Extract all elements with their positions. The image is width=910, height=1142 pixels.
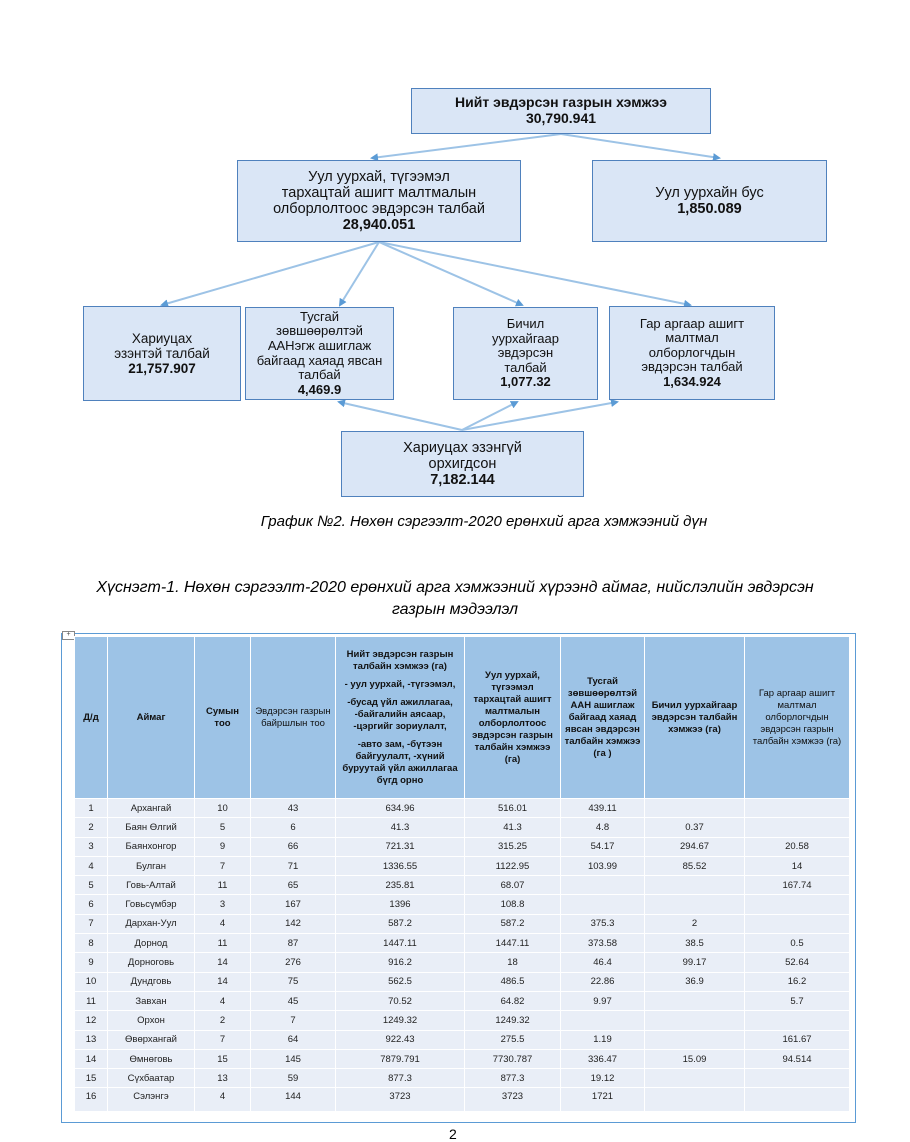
table-row (75, 1069, 850, 1088)
cell-no: 12 (75, 1011, 108, 1030)
cell-total-area: 562.5 (336, 972, 465, 991)
table-row (75, 991, 850, 1010)
cell-no: 4 (75, 856, 108, 875)
cell-location-count: 276 (251, 953, 336, 972)
box-label: зөвшөөрөлтэй (276, 323, 363, 339)
cell-soum-count: 7 (195, 1030, 251, 1049)
cell-special-area (561, 876, 645, 895)
cell-artisanal-area: 5.7 (745, 991, 850, 1010)
table-move-handle-icon[interactable]: + (62, 631, 75, 640)
cell-mining-area: 1447.11 (465, 934, 561, 953)
box-special-license-abandoned (245, 307, 394, 400)
cell-mining-area: 3723 (465, 1088, 561, 1112)
table-row (75, 914, 850, 933)
cell-artisanal-area (745, 914, 850, 933)
cell-no: 14 (75, 1049, 108, 1068)
cell-artisanal-area (745, 799, 850, 818)
cell-small-mining-area (645, 1011, 745, 1030)
cell-special-area: 1721 (561, 1088, 645, 1112)
cell-small-mining-area (645, 1030, 745, 1049)
cell-soum-count: 11 (195, 876, 251, 895)
cell-total-area: 587.2 (336, 914, 465, 933)
cell-location-count: 144 (251, 1088, 336, 1112)
header-total-part: -авто зам, -бүтээн байгуулалт, -хүний буруутай үйл ажиллагаа бүгд орно (342, 738, 458, 786)
cell-artisanal-area (745, 1088, 850, 1112)
box-mining-damaged-land (237, 160, 521, 242)
box-label: Бичил (506, 316, 545, 332)
cell-small-mining-area: 85.52 (645, 856, 745, 875)
cell-location-count: 6 (251, 818, 336, 837)
box-artisanal-mining (609, 306, 775, 400)
table-row (75, 953, 850, 972)
cell-small-mining-area (645, 1069, 745, 1088)
table-row (75, 1011, 850, 1030)
cell-soum-count: 5 (195, 818, 251, 837)
cell-special-area: 103.99 (561, 856, 645, 875)
header-artisanal-area: Гар аргаар ашигт малтмал олборлогчдын эвдэрсэн газрын талбайн хэмжээ (га) (745, 637, 850, 799)
cell-small-mining-area (645, 876, 745, 895)
page-number: 2 (449, 1126, 457, 1142)
cell-soum-count: 4 (195, 1088, 251, 1112)
box-orphaned-no-owner (341, 431, 584, 497)
cell-artisanal-area (745, 818, 850, 837)
cell-artisanal-area (745, 895, 850, 914)
box-label: талбай (298, 367, 341, 383)
cell-location-count: 142 (251, 914, 336, 933)
cell-mining-area: 1249.32 (465, 1011, 561, 1030)
cell-soum-count: 13 (195, 1069, 251, 1088)
box-label: уурхайгаар (492, 330, 559, 346)
cell-special-area: 373.58 (561, 934, 645, 953)
cell-special-area: 375.3 (561, 914, 645, 933)
cell-total-area: 7879.791 (336, 1049, 465, 1068)
table-row (75, 799, 850, 818)
cell-total-area: 1396 (336, 895, 465, 914)
box-label: Тусгай (299, 308, 339, 324)
table-row (75, 934, 850, 953)
cell-special-area: 439.11 (561, 799, 645, 818)
cell-aimag: Дархан-Уул (108, 914, 195, 933)
cell-location-count: 64 (251, 1030, 336, 1049)
cell-small-mining-area (645, 895, 745, 914)
header-mining-area: Уул уурхай, түгээмэл тархацтай ашигт малтмалын олборлолтоос эвдэрсэн газрын талбайн хэмжээ (га) (465, 637, 561, 799)
diagram-arrows (0, 0, 910, 500)
table-row (75, 1088, 850, 1112)
graph-caption: График №2. Нөхөн сэргээлт-2020 ерөнхий арга хэмжээний дүн (260, 513, 708, 530)
box-label: орхигдсон (428, 455, 497, 472)
cell-total-area: 916.2 (336, 953, 465, 972)
flow-diagram (0, 0, 910, 500)
cell-total-area: 721.31 (336, 837, 465, 856)
cell-soum-count: 2 (195, 1011, 251, 1030)
cell-aimag: Дорноговь (108, 953, 195, 972)
box-label: олборлолтоос эвдэрсэн талбай (273, 201, 485, 217)
box-label: ААНэгж ашиглаж (267, 337, 372, 353)
cell-artisanal-area (745, 1011, 850, 1030)
cell-aimag: Өвөрхангай (108, 1030, 195, 1049)
cell-mining-area: 1122.95 (465, 856, 561, 875)
cell-small-mining-area: 99.17 (645, 953, 745, 972)
cell-no: 8 (75, 934, 108, 953)
cell-aimag: Өмнөговь (108, 1049, 195, 1068)
cell-location-count: 45 (251, 991, 336, 1010)
cell-mining-area: 516.01 (465, 799, 561, 818)
cell-aimag: Говь-Алтай (108, 876, 195, 895)
box-value: 7,182.144 (430, 472, 495, 489)
cell-no: 1 (75, 799, 108, 818)
cell-location-count: 59 (251, 1069, 336, 1088)
table-row (75, 1030, 850, 1049)
box-label: малтмал (665, 330, 719, 346)
box-label: Уул уурхай, түгээмэл (308, 168, 450, 185)
cell-special-area: 9.97 (561, 991, 645, 1010)
cell-special-area (561, 1011, 645, 1030)
header-aimag: Аймаг (108, 637, 195, 799)
cell-special-area: 19.12 (561, 1069, 645, 1088)
cell-mining-area: 7730.787 (465, 1049, 561, 1068)
header-no: Д/д (75, 637, 108, 799)
cell-location-count: 66 (251, 837, 336, 856)
table-caption-line: Хүснэгт-1. Нөхөн сэргээлт-2020 ерөнхий арга хэмжээний хүрээнд аймаг, нийслэлийн эвдэрсэн (96, 579, 814, 596)
cell-total-area: 41.3 (336, 818, 465, 837)
table-caption (40, 577, 870, 621)
cell-location-count: 145 (251, 1049, 336, 1068)
arrow-orphan-to-artisanal (462, 402, 617, 430)
box-label: эзэнтэй талбай (114, 345, 210, 361)
cell-location-count: 87 (251, 934, 336, 953)
cell-artisanal-area: 20.58 (745, 837, 850, 856)
cell-special-area (561, 895, 645, 914)
arrow-mining-to-small (379, 242, 522, 305)
table-row (75, 818, 850, 837)
damaged-land-table (74, 636, 850, 1112)
cell-mining-area: 587.2 (465, 914, 561, 933)
header-soum-count: Сумын тоо (195, 637, 251, 799)
box-label: тархацтай ашигт малтмалын (281, 184, 477, 201)
cell-location-count: 167 (251, 895, 336, 914)
cell-artisanal-area: 52.64 (745, 953, 850, 972)
cell-artisanal-area (745, 1069, 850, 1088)
cell-special-area: 336.47 (561, 1049, 645, 1068)
cell-artisanal-area: 167.74 (745, 876, 850, 895)
cell-total-area: 235.81 (336, 876, 465, 895)
box-value: 1,077.32 (500, 374, 551, 390)
cell-special-area: 1.19 (561, 1030, 645, 1049)
cell-total-area: 1249.32 (336, 1011, 465, 1030)
box-value: 1,850.089 (677, 201, 742, 217)
table-row (75, 876, 850, 895)
cell-location-count: 65 (251, 876, 336, 895)
cell-special-area: 4.8 (561, 818, 645, 837)
cell-total-area: 634.96 (336, 799, 465, 818)
cell-total-area: 3723 (336, 1088, 465, 1112)
cell-small-mining-area: 15.09 (645, 1049, 745, 1068)
cell-aimag: Сүхбаатар (108, 1069, 195, 1088)
arrow-mining-to-artisanal (379, 242, 690, 305)
cell-small-mining-area: 2 (645, 914, 745, 933)
cell-aimag: Булган (108, 856, 195, 875)
header-total-area (336, 637, 465, 799)
cell-no: 13 (75, 1030, 108, 1049)
box-label: олборлогчдын (648, 344, 736, 360)
cell-no: 6 (75, 895, 108, 914)
box-label: эвдэрсэн (497, 345, 554, 361)
cell-small-mining-area (645, 1088, 745, 1112)
box-label: Хариуцах (131, 330, 193, 346)
cell-mining-area: 64.82 (465, 991, 561, 1010)
cell-small-mining-area: 36.9 (645, 972, 745, 991)
box-value: 28,940.051 (342, 217, 416, 234)
cell-soum-count: 4 (195, 991, 251, 1010)
cell-small-mining-area: 38.5 (645, 934, 745, 953)
cell-mining-area: 68.07 (465, 876, 561, 895)
header-total-part: Нийт эвдэрсэн газрын талбайн хэмжээ (га) (346, 648, 454, 672)
cell-total-area: 70.52 (336, 991, 465, 1010)
cell-no: 10 (75, 972, 108, 991)
header-total-part: -бусад үйл ажиллагаа, -байгалийн аясаар, -цэргийг зориулалт, (347, 696, 453, 732)
cell-location-count: 75 (251, 972, 336, 991)
box-label: Нийт эвдэрсэн газрын хэмжээ (455, 94, 667, 111)
cell-small-mining-area (645, 799, 745, 818)
cell-mining-area: 41.3 (465, 818, 561, 837)
cell-artisanal-area: 14 (745, 856, 850, 875)
cell-soum-count: 4 (195, 914, 251, 933)
cell-no: 11 (75, 991, 108, 1010)
cell-location-count: 43 (251, 799, 336, 818)
box-value: 1,634.924 (663, 373, 721, 389)
cell-aimag: Баянхонгор (108, 837, 195, 856)
cell-small-mining-area: 294.67 (645, 837, 745, 856)
header-total-part: - уул уурхай, -түгээмэл, (344, 678, 456, 690)
cell-total-area: 1336.55 (336, 856, 465, 875)
cell-soum-count: 9 (195, 837, 251, 856)
box-label: байгаад хаяад явсан (256, 352, 383, 368)
box-small-mining (453, 307, 598, 400)
box-with-owner (83, 306, 241, 401)
cell-artisanal-area: 0.5 (745, 934, 850, 953)
box-value: 21,757.907 (128, 361, 196, 377)
cell-artisanal-area: 16.2 (745, 972, 850, 991)
table-row (75, 972, 850, 991)
arrow-root-to-nonmining (561, 134, 719, 158)
cell-total-area: 1447.11 (336, 934, 465, 953)
box-label: Хариуцах эзэнгүй (403, 439, 522, 456)
cell-special-area: 46.4 (561, 953, 645, 972)
cell-total-area: 877.3 (336, 1069, 465, 1088)
cell-small-mining-area: 0.37 (645, 818, 745, 837)
cell-no: 7 (75, 914, 108, 933)
box-value: 30,790.941 (525, 110, 597, 126)
cell-aimag: Дундговь (108, 972, 195, 991)
table-row (75, 856, 850, 875)
table-body (75, 799, 850, 1112)
table-row (75, 837, 850, 856)
cell-location-count: 71 (251, 856, 336, 875)
cell-soum-count: 11 (195, 934, 251, 953)
cell-special-area: 54.17 (561, 837, 645, 856)
cell-soum-count: 3 (195, 895, 251, 914)
table-caption-line: газрын мэдээлэл (391, 601, 519, 618)
cell-aimag: Дорнод (108, 934, 195, 953)
header-special-license-area: Тусгай зөвшөөрөлтэй ААН ашиглаж байгаад хаяад явсан эвдэрсэн талбайн хэмжээ (га ) (561, 637, 645, 799)
cell-no: 2 (75, 818, 108, 837)
cell-special-area: 22.86 (561, 972, 645, 991)
cell-location-count: 7 (251, 1011, 336, 1030)
cell-mining-area: 486.5 (465, 972, 561, 991)
cell-mining-area: 275.5 (465, 1030, 561, 1049)
cell-no: 5 (75, 876, 108, 895)
cell-aimag: Архангай (108, 799, 195, 818)
table-row (75, 895, 850, 914)
cell-aimag: Орхон (108, 1011, 195, 1030)
cell-soum-count: 10 (195, 799, 251, 818)
cell-mining-area: 18 (465, 953, 561, 972)
cell-soum-count: 14 (195, 972, 251, 991)
cell-aimag: Завхан (108, 991, 195, 1010)
box-label: эвдэрсэн талбай (641, 359, 743, 375)
cell-no: 15 (75, 1069, 108, 1088)
arrow-orphan-to-special (339, 402, 462, 430)
cell-no: 16 (75, 1088, 108, 1112)
cell-aimag: Говьсүмбэр (108, 895, 195, 914)
box-non-mining (592, 160, 827, 242)
cell-aimag: Баян Өлгий (108, 818, 195, 837)
cell-mining-area: 315.25 (465, 837, 561, 856)
cell-artisanal-area: 94.514 (745, 1049, 850, 1068)
box-label: Гар аргаар ашигт (639, 315, 745, 331)
cell-aimag: Сэлэнгэ (108, 1088, 195, 1112)
box-label: талбай (504, 359, 547, 375)
cell-mining-area: 877.3 (465, 1069, 561, 1088)
cell-no: 9 (75, 953, 108, 972)
box-label: Уул уурхайн бус (655, 184, 764, 201)
header-small-mining-area: Бичил уурхайгаар эвдэрсэн талбайн хэмжээ (га) (645, 637, 745, 799)
cell-soum-count: 7 (195, 856, 251, 875)
table-header-row (75, 637, 850, 799)
cell-artisanal-area: 161.67 (745, 1030, 850, 1049)
table-row (75, 1049, 850, 1068)
cell-total-area: 922.43 (336, 1030, 465, 1049)
cell-mining-area: 108.8 (465, 895, 561, 914)
cell-no: 3 (75, 837, 108, 856)
box-total-damaged-land (411, 88, 711, 134)
cell-small-mining-area (645, 991, 745, 1010)
cell-soum-count: 14 (195, 953, 251, 972)
cell-soum-count: 15 (195, 1049, 251, 1068)
box-value: 4,469.9 (297, 381, 342, 397)
header-location-count: Эвдэрсэн газрын байршлын тоо (251, 637, 336, 799)
arrow-root-to-mining (372, 134, 561, 158)
